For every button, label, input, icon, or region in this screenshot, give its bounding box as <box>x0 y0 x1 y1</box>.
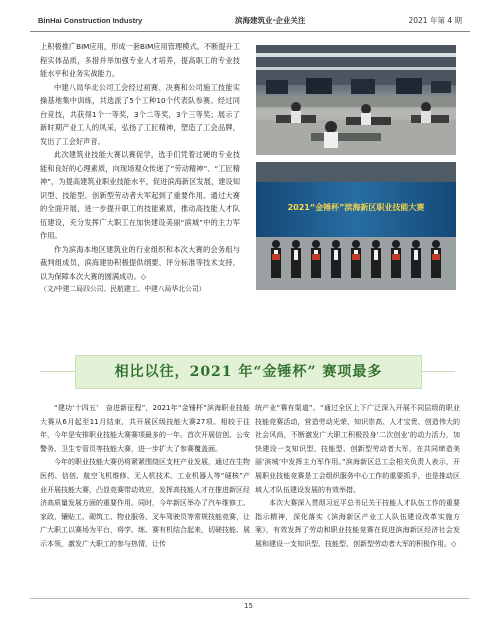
paragraph: 本次大赛深入贯彻习近平总书记关于技能人才队伍工作的重要指示精神，深化落实《滨海新区产业工人队伍建设改革实施方案》，有效发挥了劳动和职业技能竞赛在促进滨海新区经济社会发展和建设一支知识型、技能型、创新型劳动者大军的积极作用。◇ <box>255 499 460 548</box>
paragraph: 今年的职业技能大赛仍将紧紧围绕区支柱产业发展，通过在生物医药、信创、航空飞机维修、无人机技术、工业机器人等“硬核”产业开展技能大赛，凸显竞赛带动效应，发挥高技能人才在推进新区经济高质量发展方面的重要作用。同时，今年新区举办了汽车维修工、家政、镶贴工、砌筑工、物业服务、叉车驾驶员等常规技能竞赛，让广大职工以赛场为平台，将学、练、赛有机结合起来，切磋技能、展示本领，激发广大职工的参与热情，让传 <box>40 458 250 548</box>
paragraph: 中建八局华北公司工会经过初赛、决赛和公司施工技能实操基地集中训练，共选派了5个工种10个代表队参赛。经过同台竞技，共获得1个一等奖，3个二等奖，3个三等奖；展示了新时期产业工人的风采，弘扬了工匠精神，塑造了工会品牌，发出了工会好声音。 <box>40 82 240 146</box>
section-banner <box>75 355 422 389</box>
banner-sign-text: 2021“金锤杯”滨海新区职业技能大赛 <box>287 203 425 212</box>
paragraph: 上积极推广BIM应用，形成一套BIM应用管理模式。不断提升工程实体品质，多措并举加强专业人才培养，提高职工的专业技能水平和业务实战能力。 <box>40 42 240 78</box>
left-text-column <box>40 40 240 295</box>
bottom-right-column <box>255 402 460 552</box>
banner-title: 相比以往，2021 年“金锤杯” 赛项最多 <box>114 364 383 380</box>
footer-divider <box>30 598 470 599</box>
paragraph: 作为滨海本地区建筑业的行业组织和本次大赛的会务组与裁判组成员，滨海建协积极提供纲要、评分标准等技术支持，以为保障本次大赛的圆满成功。◇ <box>40 244 240 281</box>
photo-training-hall <box>256 45 456 155</box>
section-title: 滨海建筑业·企业关注 <box>235 16 306 25</box>
issue-number: 2021 年第 4 期 <box>408 16 462 25</box>
paragraph: “建功‘十四五’ 奋进新征程”，2021年“金锤杯”滨海职业技能大赛从6月起至11月结束，共开展区级技能大赛27项。相较于往年，今年是安排职业技能大赛赛项最多的一年。首次开展信创、公安警务、卫生专管员等技能大赛，进一步扩大了参赛覆盖面。 <box>40 404 250 453</box>
page-header <box>30 11 470 32</box>
photo-training-hall-image <box>256 45 456 155</box>
photo-group-ceremony-image <box>256 162 456 290</box>
source-note: （文/中建二局四公司、民航建工、中建八局华北公司） <box>40 285 206 293</box>
paragraph: 统产业“赛有渠道”。“通过全区上下广泛深入开展不同层级的职业技能竞赛活动，营造劳动光荣、知识崇高、人才宝贵、创造伟大的社会风尚，不断激发广大职工积极投身‘二次创业’的动力活力，加快建设一支知识型、技能型、创新型劳动者大军，在共同缔造美丽‘滨城’中发挥主力军作用。”滨海新区总工会相关负责人表示，开展职业技能竞赛是工会组织服务中心工作的重要抓手，也是推动区域人才队伍建设发展的有效举措。 <box>255 404 460 494</box>
bottom-left-column <box>40 402 250 552</box>
photo-group-ceremony <box>256 162 456 290</box>
paragraph: 此次建筑业技能大赛以赛促学，选手们凭着过硬的专业技能和良好的心理素质，向现场观众传递了“劳动精神”、“工匠精神”，为提高建筑业职业技能水平，促进滨海新区发展，建设知识型、技能型、创新型劳动者大军起到了重要作用。通过大赛的全面开展，进一步提升职工的技能素质，推动高技能人才队伍建设，充分发挥广大职工在加快建设美丽“滨城”中的主力军作用。 <box>40 150 240 240</box>
page-number: 15 <box>244 602 253 610</box>
journal-name-en: BinHai Construction Industry <box>38 16 143 25</box>
